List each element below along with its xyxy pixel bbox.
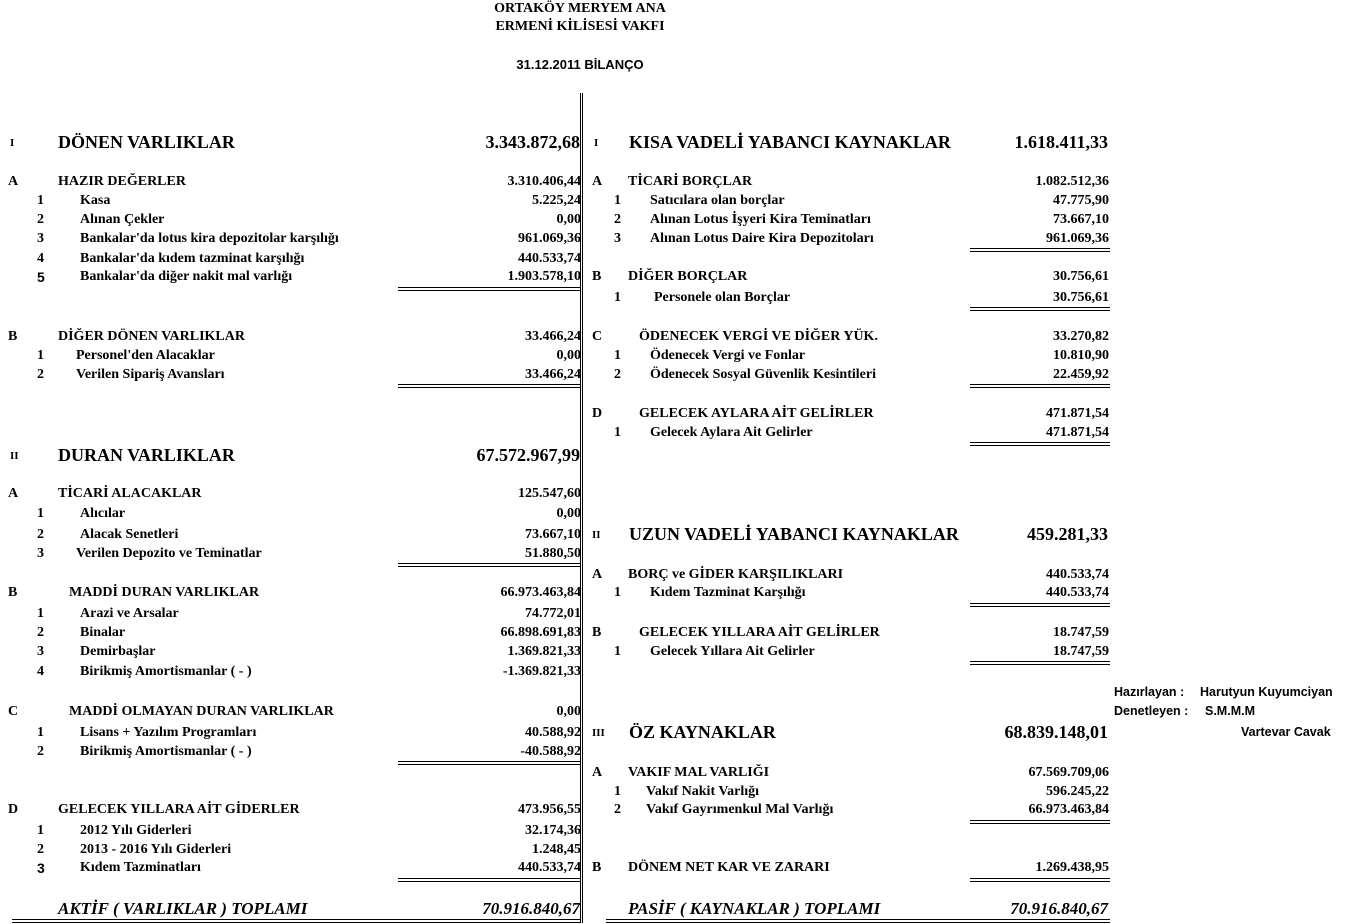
group-code: A: [592, 174, 603, 189]
group-value: 440.533,74: [1046, 567, 1109, 582]
item-code: 1: [37, 348, 44, 363]
item-value: 471.871,54: [1046, 425, 1109, 440]
item-label: Ödenecek Sosyal Güvenlik Kesintileri: [650, 367, 876, 382]
item-row: [614, 584, 1109, 602]
group-code: A: [8, 486, 19, 501]
item-label: Alınan Lotus Daire Kira Depozitoları: [650, 231, 874, 246]
item-label: Verilen Sipariş Avansları: [76, 367, 225, 382]
item-row: [37, 250, 581, 268]
item-row: [37, 605, 581, 623]
assets-total-label: AKTİF ( VARLIKLAR ) TOPLAMI: [58, 899, 308, 918]
item-value: 18.747,59: [1053, 644, 1109, 659]
item-value: 74.772,01: [525, 606, 581, 621]
item-code: 2: [614, 802, 621, 817]
group-label: ÖDENECEK VERGİ VE DİĞER YÜK.: [639, 329, 878, 344]
section-label: DÖNEN VARLIKLAR: [58, 132, 235, 152]
audited-by-label: Denetleyen :: [1114, 704, 1189, 718]
item-row: [37, 192, 581, 210]
section-value: 68.839.148,01: [1004, 722, 1108, 742]
item-row: [37, 230, 581, 248]
item-value: 440.533,74: [1046, 585, 1109, 600]
double-underline: [970, 603, 1110, 607]
assets-total-row: [58, 899, 580, 919]
item-label: Birikmiş Amortismanlar ( - ): [80, 744, 252, 759]
item-row: [37, 268, 581, 286]
double-underline: [398, 563, 580, 567]
item-row: [614, 289, 1109, 307]
item-row: [37, 211, 581, 229]
group-value: 30.756,61: [1053, 269, 1109, 284]
item-value: 0,00: [556, 348, 581, 363]
item-label: Gelecek Yıllara Ait Gelirler: [650, 644, 815, 659]
audited-by-title: S.M.M.M: [1205, 704, 1255, 718]
section-value: 459.281,33: [1027, 524, 1108, 544]
item-value: 66.898.691,83: [500, 625, 581, 640]
assets-total-value: 70.916.840,67: [482, 899, 580, 918]
double-underline: [970, 384, 1110, 388]
section-label: ÖZ KAYNAKLAR: [629, 722, 776, 742]
double-underline: [970, 307, 1110, 311]
item-label: Demirbaşlar: [80, 644, 156, 659]
section-value: 67.572.967,99: [476, 445, 580, 465]
item-row: [614, 347, 1109, 365]
item-row: [37, 724, 581, 742]
group-code: B: [592, 269, 602, 284]
item-code: 1: [614, 585, 621, 600]
item-value: 596.245,22: [1046, 784, 1109, 799]
group-value: 33.466,24: [525, 329, 581, 344]
item-value: 0,00: [556, 212, 581, 227]
section-equity: [592, 720, 1108, 744]
item-row: [614, 643, 1109, 661]
item-code: 4: [37, 664, 44, 679]
item-label: Kasa: [80, 193, 111, 208]
section-value: 1.618.411,33: [1014, 132, 1108, 152]
item-row: [614, 192, 1109, 210]
item-code: 2: [37, 527, 44, 542]
group-label: GELECEK YILLARA AİT GİDERLER: [58, 802, 300, 817]
group-value: 3.310.406,44: [507, 174, 581, 189]
group-value: 0,00: [556, 704, 581, 719]
section-long-term-liabilities: [592, 522, 1108, 546]
item-row: [37, 743, 581, 761]
liabilities-total-value: 70.916.840,67: [1010, 899, 1108, 918]
item-label: Arazi ve Arsalar: [80, 606, 179, 621]
group-row: [8, 584, 581, 602]
item-value: 30.756,61: [1053, 290, 1109, 305]
item-row: [37, 347, 581, 365]
item-label: Alınan Lotus İşyeri Kira Teminatları: [650, 212, 871, 227]
item-value: 440.533,74: [518, 251, 581, 266]
section-code: III: [592, 727, 605, 739]
item-value: 961.069,36: [1046, 231, 1109, 246]
double-underline: [970, 442, 1110, 446]
item-value: 1.248,45: [532, 842, 581, 857]
group-label: GELECEK YILLARA AİT GELİRLER: [639, 625, 880, 640]
group-label: HAZIR DEĞERLER: [58, 174, 186, 189]
group-row: [592, 566, 1109, 584]
item-code: 1: [37, 823, 44, 838]
prepared-by-label: Hazırlayan :: [1114, 685, 1185, 699]
org-name-line2: ERMENİ KİLİSESİ VAKFI: [495, 19, 665, 34]
item-label: 2012 Yılı Giderleri: [80, 823, 192, 838]
item-value: 440.533,74: [518, 860, 581, 875]
item-row: [614, 783, 1109, 801]
group-label: GELECEK AYLARA AİT GELİRLER: [639, 406, 874, 421]
item-code: 1: [37, 725, 44, 740]
item-row: [37, 526, 581, 544]
item-code: 1: [614, 348, 621, 363]
item-value: 51.880,50: [525, 546, 581, 561]
item-row: [37, 859, 581, 877]
item-row: [37, 643, 581, 661]
item-code: 2: [614, 212, 621, 227]
group-row: [592, 859, 1109, 877]
item-value: 33.466,24: [525, 367, 581, 382]
group-code: B: [592, 625, 602, 640]
group-code: C: [8, 704, 19, 719]
item-label: Kıdem Tazminatları: [80, 860, 201, 875]
item-label: Bankalar'da lotus kira depozitolar karşılığı: [80, 231, 339, 246]
section-value: 3.343.872,68: [485, 132, 580, 152]
item-code: 3: [37, 860, 45, 876]
item-code: 2: [37, 744, 44, 759]
item-code: 2: [37, 367, 44, 382]
item-row: [614, 211, 1109, 229]
double-underline: [398, 878, 580, 882]
item-code: 3: [37, 644, 44, 659]
item-row: [37, 822, 581, 840]
group-row: [592, 328, 1109, 346]
item-label: Personele olan Borçlar: [654, 290, 791, 305]
item-label: Lisans + Yazılım Programları: [80, 725, 257, 740]
group-value: 1.269.438,95: [1035, 860, 1109, 875]
section-current-assets: [10, 130, 580, 154]
group-code: A: [8, 174, 19, 189]
item-value: 73.667,10: [1053, 212, 1109, 227]
item-code: 2: [37, 625, 44, 640]
page-title: 31.12.2011 BİLANÇO: [516, 57, 644, 72]
item-label: Vakıf Nakit Varlığı: [646, 784, 760, 799]
group-row: [592, 405, 1109, 423]
double-underline: [12, 919, 580, 923]
item-label: Bankalar'da diğer nakit mal varlığı: [80, 269, 293, 284]
group-code: C: [592, 329, 603, 344]
group-row: [8, 173, 581, 191]
item-row: [37, 366, 581, 384]
group-code: A: [592, 567, 603, 582]
section-fixed-assets: [10, 443, 580, 467]
double-underline: [970, 661, 1110, 665]
item-label: Kıdem Tazminat Karşılığı: [650, 585, 806, 600]
group-value: 33.270,82: [1053, 329, 1109, 344]
group-code: B: [8, 585, 18, 600]
double-underline: [398, 761, 580, 765]
item-label: Binalar: [80, 625, 126, 640]
section-label: DURAN VARLIKLAR: [58, 445, 235, 465]
liabilities-total-row: [628, 899, 1108, 919]
section-code: I: [10, 137, 15, 149]
item-value: -40.588,92: [520, 744, 581, 759]
item-code: 1: [37, 193, 44, 208]
group-code: D: [592, 406, 603, 421]
item-code: 2: [37, 842, 44, 857]
double-underline: [970, 248, 1110, 252]
group-label: TİCARİ BORÇLAR: [628, 174, 753, 189]
item-label: Verilen Depozito ve Teminatlar: [76, 546, 262, 561]
item-row: [37, 841, 581, 859]
group-row: [8, 703, 581, 721]
group-row: [8, 485, 581, 503]
item-code: 3: [614, 231, 621, 246]
double-underline: [606, 919, 1110, 923]
group-code: D: [8, 802, 19, 817]
prepared-by-name: Harutyun Kuyumciyan: [1200, 685, 1333, 699]
item-row: [614, 424, 1109, 442]
group-label: TİCARİ ALACAKLAR: [58, 486, 202, 501]
liabilities-total-label: PASİF ( KAYNAKLAR ) TOPLAMI: [628, 899, 881, 918]
section-code: II: [592, 529, 601, 541]
item-code: 5: [37, 269, 45, 285]
section-code: I: [594, 137, 599, 149]
item-label: Gelecek Aylara Ait Gelirler: [650, 425, 813, 440]
item-code: 1: [37, 506, 44, 521]
group-value: 473.956,55: [518, 802, 581, 817]
group-row: [8, 801, 581, 819]
item-code: 3: [37, 231, 44, 246]
item-value: 10.810,90: [1053, 348, 1109, 363]
item-label: Ödenecek Vergi ve Fonlar: [650, 348, 806, 363]
group-row: [592, 268, 1109, 286]
item-value: 73.667,10: [525, 527, 581, 542]
item-value: 961.069,36: [518, 231, 581, 246]
section-code: II: [10, 450, 19, 462]
item-row: [614, 801, 1109, 819]
group-code: A: [592, 765, 603, 780]
item-value: 0,00: [556, 506, 581, 521]
item-row: [37, 624, 581, 642]
item-label: 2013 - 2016 Yılı Giderleri: [80, 842, 232, 857]
item-value: 40.588,92: [525, 725, 581, 740]
audited-by-name: Vartevar Cavak: [1241, 725, 1331, 739]
group-row: [592, 764, 1109, 782]
group-row: [592, 173, 1109, 191]
item-value: 5.225,24: [532, 193, 581, 208]
item-label: Birikmiş Amortismanlar ( - ): [80, 664, 252, 679]
item-value: 1.369.821,33: [507, 644, 581, 659]
item-code: 2: [614, 367, 621, 382]
group-code: B: [8, 329, 18, 344]
item-label: Alıcılar: [80, 506, 126, 521]
item-row: [37, 663, 581, 681]
item-code: 1: [614, 784, 621, 799]
group-row: [8, 328, 581, 346]
item-code: 4: [37, 251, 44, 266]
group-value: 125.547,60: [518, 486, 581, 501]
item-label: Personel'den Alacaklar: [76, 348, 215, 363]
item-code: 1: [614, 290, 621, 305]
item-code: 2: [37, 212, 44, 227]
group-label: DİĞER DÖNEN VARLIKLAR: [58, 329, 245, 344]
item-value: -1.369.821,33: [502, 664, 581, 679]
item-code: 1: [37, 606, 44, 621]
item-value: 47.775,90: [1053, 193, 1109, 208]
group-label: VAKIF MAL VARLIĞI: [628, 765, 770, 780]
section-short-term-liabilities: [594, 130, 1108, 154]
group-code: B: [592, 860, 602, 875]
double-underline: [398, 384, 580, 388]
group-value: 471.871,54: [1046, 406, 1109, 421]
item-code: 1: [614, 193, 621, 208]
item-row: [614, 366, 1109, 384]
group-value: 1.082.512,36: [1035, 174, 1109, 189]
double-underline: [398, 287, 580, 291]
item-value: 66.973.463,84: [1028, 802, 1109, 817]
item-label: Alacak Senetleri: [80, 527, 179, 542]
item-row: [614, 230, 1109, 248]
item-row: [37, 545, 581, 563]
item-code: 1: [614, 644, 621, 659]
group-value: 66.973.463,84: [500, 585, 581, 600]
item-row: [37, 505, 581, 523]
item-value: 32.174,36: [525, 823, 581, 838]
group-row: [592, 624, 1109, 642]
group-label: BORÇ ve GİDER KARŞILIKLARI: [628, 567, 844, 582]
section-label: UZUN VADELİ YABANCI KAYNAKLAR: [629, 524, 959, 544]
section-label: KISA VADELİ YABANCI KAYNAKLAR: [629, 132, 951, 152]
item-value: 1.903.578,10: [507, 269, 581, 284]
org-name-line1: ORTAKÖY MERYEM ANA: [494, 1, 666, 16]
item-code: 3: [37, 546, 44, 561]
group-label: DİĞER BORÇLAR: [628, 269, 748, 284]
item-label: Vakıf Gayrımenkul Mal Varlığı: [646, 802, 834, 817]
double-underline: [970, 820, 1110, 824]
group-value: 67.569.709,06: [1028, 765, 1109, 780]
group-label: MADDİ DURAN VARLIKLAR: [69, 585, 260, 600]
group-label: MADDİ OLMAYAN DURAN VARLIKLAR: [69, 704, 334, 719]
double-underline: [970, 878, 1110, 882]
group-value: 18.747,59: [1053, 625, 1109, 640]
item-label: Bankalar'da kıdem tazminat karşılığı: [80, 251, 305, 266]
item-value: 22.459,92: [1053, 367, 1109, 382]
item-label: Alınan Çekler: [80, 212, 165, 227]
group-label: DÖNEM NET KAR VE ZARARI: [628, 860, 830, 875]
item-label: Satıcılara olan borçlar: [650, 193, 785, 208]
item-code: 1: [614, 425, 621, 440]
